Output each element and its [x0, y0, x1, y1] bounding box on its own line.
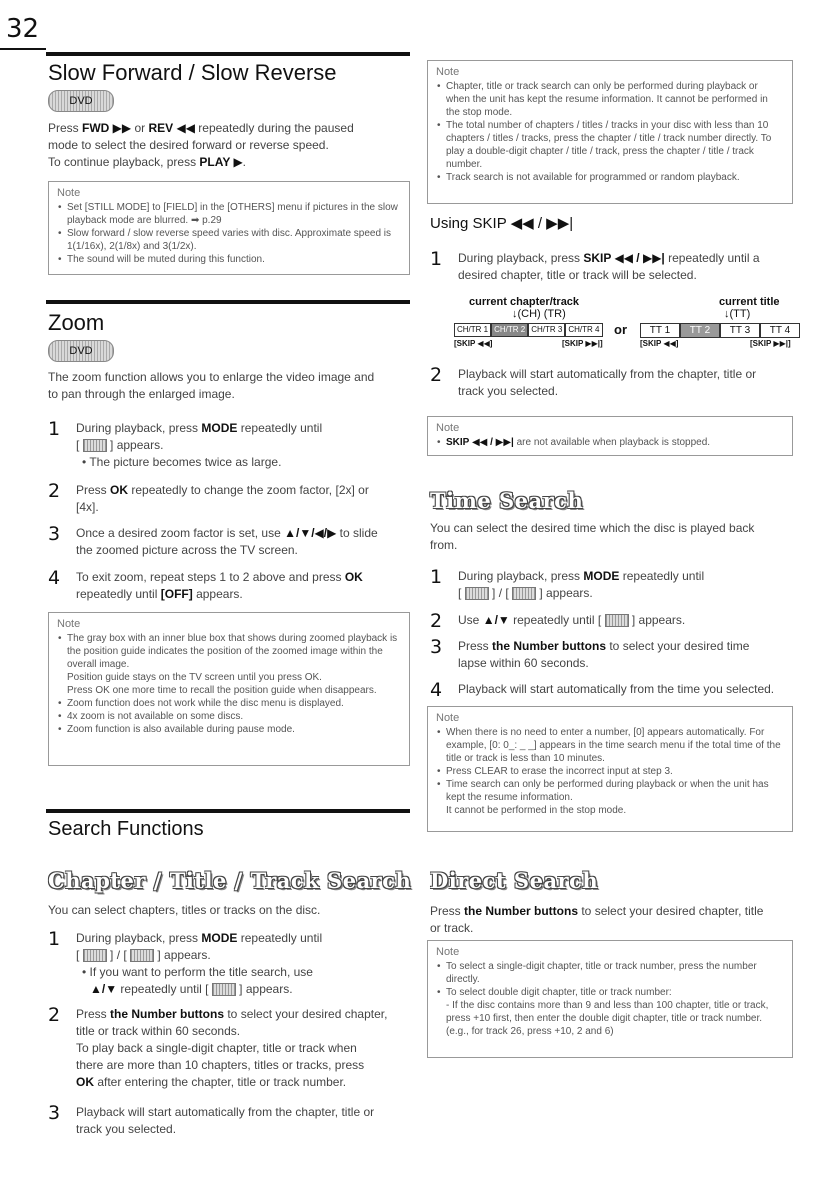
zoom-step-2: 2 Press OK repeatedly to change the zoom factor, [2x] or [4x].	[48, 480, 369, 514]
chapter-title-track-search-banner: Chapter / Title / Track Search	[48, 868, 412, 893]
note-item: • Slow forward / slow reverse speed varies with disc. Approximate speed is 1(1/16x), 2(1/8x) and 3(1/2x).	[67, 227, 401, 253]
search-functions-title: Search Functions	[48, 818, 204, 840]
chapter-cell: CH/TR 2	[491, 323, 528, 337]
chapter-icon	[83, 949, 107, 962]
note-title: Note	[436, 946, 460, 958]
title-cell: TT 2	[680, 323, 720, 338]
time-step-2: 2 Use ▲/▼ repeatedly until [ ] appears.	[430, 610, 686, 632]
skip-note-box	[427, 416, 793, 456]
down-arrow-icon: ↓	[512, 308, 518, 320]
using-skip-title: Using SKIP ◀◀ / ▶▶|	[430, 215, 574, 232]
note-title: Note	[57, 618, 81, 630]
chapter-icon	[465, 587, 489, 600]
note-item: • 4x zoom is not available on some discs.	[67, 710, 401, 723]
section-rule	[46, 52, 410, 56]
note-item: Press OK one more time to recall the position guide when disappears.	[67, 685, 377, 696]
note-item: • SKIP ◀◀ / ▶▶| are not available when playback is stopped.	[446, 436, 784, 449]
skip-step-2: 2 Playback will start automatically from the chapter, title or track you selected.	[430, 364, 757, 398]
time-note-box	[427, 706, 793, 832]
chapter-cell: CH/TR 1	[454, 323, 491, 337]
skip-forward-label: [SKIP ▶▶|]	[750, 339, 791, 348]
note-title: Note	[436, 66, 460, 78]
note-item: • Zoom function is also available during pause mode.	[67, 723, 401, 736]
title-row	[640, 323, 800, 338]
chapter-cell: CH/TR 3	[528, 323, 565, 337]
title-cell: TT 1	[640, 323, 680, 338]
title-cell: TT 3	[720, 323, 760, 338]
chapter-row	[454, 323, 603, 337]
track-icon	[130, 949, 154, 962]
note-title: Note	[57, 187, 81, 199]
note-item: • Set [STILL MODE] to [FIELD] in the [OTHERS] menu if pictures in the slow playback mode are blurred. ➡ p.29	[67, 201, 401, 227]
time-search-banner: Time Search	[430, 488, 584, 513]
section-rule	[46, 809, 410, 813]
note-item: It cannot be performed in the stop mode.	[446, 805, 627, 816]
note-item: • When there is no need to enter a number, [0] appears automatically. For example, [0: 0_: _ _] appears in the time search menu if the total time of the title or track is less than 10 minutes.	[446, 726, 784, 765]
skip-back-label: [SKIP ◀◀]	[640, 339, 679, 348]
note-item: Position guide stays on the TV screen until you press OK.	[67, 672, 322, 683]
search-step-2: 2 Press the Number buttons to select your desired chapter, title or track within 60 seconds. To play back a single-digit chapter, title or track when there are more than 10 chapters, titles or tracks, press OK after entering the chapter, title or track number.	[48, 1004, 388, 1089]
time-search-intro: You can select the desired time which the disc is played back from.	[430, 521, 755, 552]
note-item: • To select a single-digit chapter, title or track number, press the number directly.	[446, 960, 784, 986]
title-icon	[212, 983, 236, 996]
direct-note-box	[427, 940, 793, 1058]
note-item: • To select double digit chapter, title or track number:	[446, 986, 784, 999]
dvd-badge: DVD	[48, 340, 114, 362]
skip-forward-label: [SKIP ▶▶|]	[562, 339, 603, 348]
title-cell: TT 4	[760, 323, 800, 338]
note-title: Note	[436, 422, 460, 434]
slow-note-box	[48, 181, 410, 275]
skip-diagram	[454, 296, 794, 356]
direct-search-intro: Press the Number buttons to select your desired chapter, title or track.	[430, 904, 764, 935]
note-item: (e.g., for track 26, press +10, 2 and 6)	[446, 1026, 614, 1037]
dvd-badge: DVD	[48, 90, 114, 112]
note-item: • The total number of chapters / titles / tracks in your disc with less than 10 chapters / titles / tracks, press the chapter / title / track number directly. To play a double-digit chapter / title / track, press the chapter / title / track number.	[446, 119, 784, 171]
zoom-note-box	[48, 612, 410, 766]
note-item: • Zoom function does not work while the disc menu is displayed.	[67, 697, 401, 710]
zoom-intro: The zoom function allows you to enlarge the video image and to pan through the enlarged image.	[48, 370, 375, 401]
zoom-icon	[83, 439, 107, 452]
note-item: • Chapter, title or track search can only be performed during playback or when the unit has kept the resume information. It cannot be performed in the stop mode.	[446, 80, 784, 119]
skip-step-1: 1 During playback, press SKIP ◀◀ / ▶▶| repeatedly until a desired chapter, title or track will be selected.	[430, 248, 760, 282]
note-item: • The sound will be muted during this function.	[67, 253, 401, 266]
slow-title: Slow Forward / Slow Reverse	[48, 60, 337, 85]
current-chapter-label: current chapter/track	[469, 296, 580, 308]
skip-back-label: [SKIP ◀◀]	[454, 339, 493, 348]
time-step-3: 3 Press the Number buttons to select your desired time lapse within 60 seconds.	[430, 636, 750, 670]
search-step-1: 1 During playback, press MODE repeatedly until [ ] / [ ] appears. • If you want to perform the title search, use ▲/▼ repeatedly until [ ] appears.	[48, 928, 323, 996]
zoom-step-3: 3 Once a desired zoom factor is set, use ▲/▼/◀/▶ to slide the zoomed picture across the TV screen.	[48, 523, 378, 557]
or-label: or	[614, 322, 627, 337]
track-icon	[512, 587, 536, 600]
note-item: • The gray box with an inner blue box that shows during zoomed playback is the position guide indicates the position of the zoomed image within the overall image.	[67, 632, 401, 671]
slow-paragraph: Press FWD ▶▶ or REV ◀◀ repeatedly during the paused mode to select the desired forward or reverse speed. To continue playback, press PLAY ▶.	[48, 121, 354, 169]
page-number-rule	[0, 48, 46, 50]
search-step-3: 3 Playback will start automatically from the chapter, title or track you selected.	[48, 1102, 375, 1136]
direct-search-banner: Direct Search	[430, 868, 599, 893]
title-subtitle: ↓(TT)	[724, 308, 751, 320]
note-item: - If the disc contains more than 9 and less than 100 chapter, title or track, press +10 first, then enter the double digit chapter, title or track number.	[446, 1000, 769, 1024]
section-rule	[46, 300, 410, 304]
note-title: Note	[436, 712, 460, 724]
zoom-step-4: 4 To exit zoom, repeat steps 1 to 2 above and press OK repeatedly until [OFF] appears.	[48, 567, 363, 601]
down-arrow-icon: ↓	[724, 308, 730, 320]
note-item: • Press CLEAR to erase the incorrect input at step 3.	[446, 765, 784, 778]
note-item: • Time search can only be performed during playback or when the unit has kept the resume information.	[446, 778, 784, 804]
note-item: • Track search is not available for programmed or random playback.	[446, 171, 784, 184]
search-note-box	[427, 60, 793, 204]
time-step-4: 4 Playback will start automatically from the time you selected.	[430, 679, 775, 701]
time-step-1: 1 During playback, press MODE repeatedly until [ ] / [ ] appears.	[430, 566, 705, 600]
current-title-label: current title	[719, 296, 780, 308]
page-number: 32	[6, 14, 40, 44]
chapter-subtitle: ↓(CH) (TR)	[512, 308, 566, 320]
zoom-step-1: 1 During playback, press MODE repeatedly until [ ] appears. • The picture becomes twice as large.	[48, 418, 323, 469]
zoom-title: Zoom	[48, 310, 105, 335]
search-intro: You can select chapters, titles or tracks on the disc.	[48, 903, 321, 917]
chapter-cell: CH/TR 4	[565, 323, 602, 337]
time-icon	[605, 614, 629, 627]
